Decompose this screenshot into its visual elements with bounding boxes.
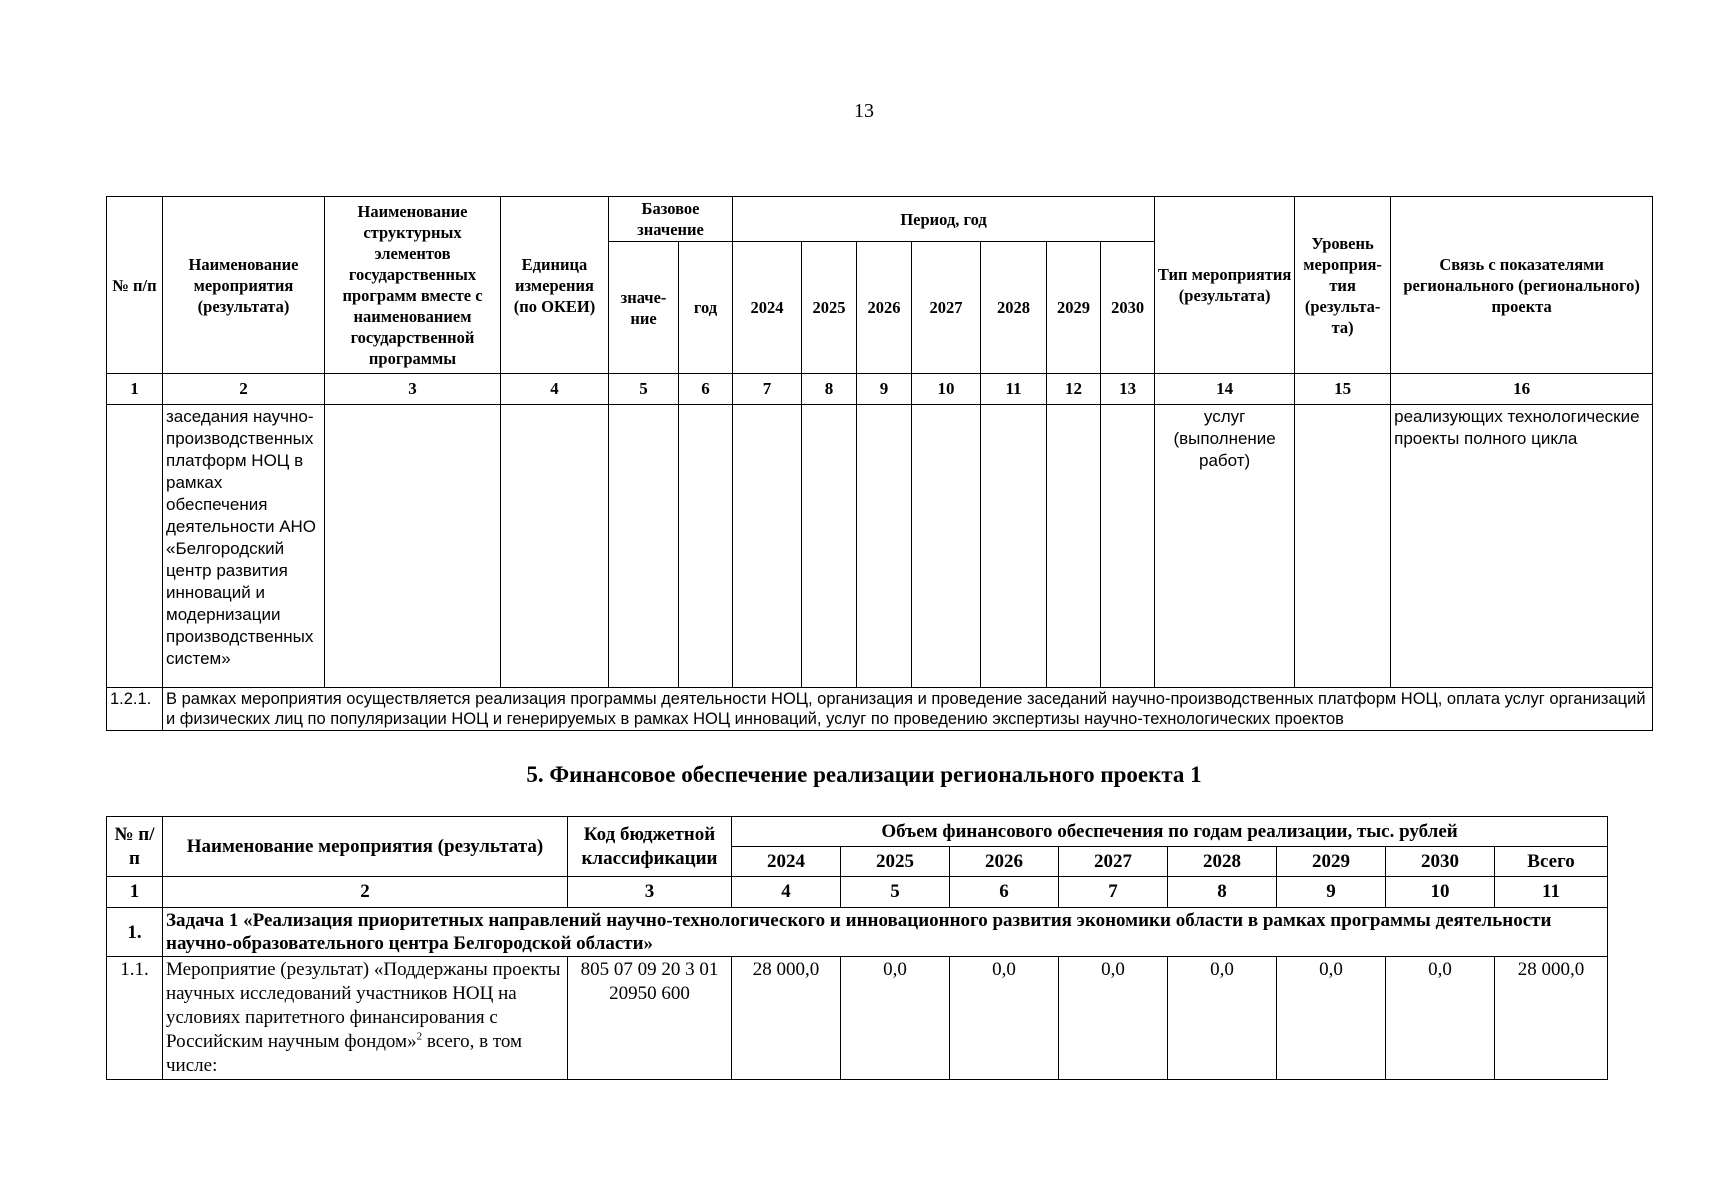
column-number: 2	[163, 877, 568, 908]
cell-empty	[733, 405, 802, 688]
cell-empty	[679, 405, 733, 688]
table-row	[107, 405, 1653, 688]
cell-empty	[501, 405, 609, 688]
column-number: 6	[950, 877, 1059, 908]
total-value: 28 000,0	[1495, 957, 1608, 1080]
header-year: 2025	[802, 242, 857, 374]
header-year: 2024	[733, 242, 802, 374]
year-value: 0,0	[950, 957, 1059, 1080]
task-title: Задача 1 «Реализация приоритетных направлений научно-технологического и инновационного развития экономики области в рамках программы деятельности научно-образовательного центра Белгородской области»	[163, 908, 1608, 957]
header-year: 2028	[1168, 847, 1277, 877]
budget-code: 805 07 09 20 3 01 20950 600	[568, 957, 732, 1080]
header-year: 2026	[857, 242, 912, 374]
cell-empty	[609, 405, 679, 688]
header-code: Код бюджетной классификации	[568, 817, 732, 877]
header-year: 2030	[1386, 847, 1495, 877]
column-number: 10	[1386, 877, 1495, 908]
cell-empty	[981, 405, 1047, 688]
activities-table	[106, 196, 1653, 731]
column-number: 4	[501, 374, 609, 405]
activity-number: 1.1.	[107, 957, 163, 1080]
column-number: 8	[1168, 877, 1277, 908]
column-number: 5	[841, 877, 950, 908]
column-number: 11	[1495, 877, 1608, 908]
header-period: Период, год	[733, 197, 1155, 242]
cell-empty	[857, 405, 912, 688]
header-link: Связь с показателями регионального (регионального) проекта	[1391, 197, 1653, 374]
header-year: 2029	[1277, 847, 1386, 877]
cell-empty	[325, 405, 501, 688]
row-number: 1.2.1.	[107, 688, 163, 731]
header-base-year: год	[679, 242, 733, 374]
column-number: 12	[1047, 374, 1101, 405]
cell-empty	[1295, 405, 1391, 688]
task-number: 1.	[107, 908, 163, 957]
year-value: 28 000,0	[732, 957, 841, 1080]
activity-name-cell	[163, 957, 568, 1080]
activity-name-tail: всего, в том числе:	[166, 1031, 523, 1076]
column-number: 2	[163, 374, 325, 405]
column-number: 9	[857, 374, 912, 405]
header-structural: Наименование структурных элементов государственных программ вместе с наименованием государственной программы	[325, 197, 501, 374]
activity-link-cell: реализующих технологические проекты полного цикла	[1391, 405, 1653, 688]
cell-empty	[107, 405, 163, 688]
header-unit: Единица измерения (по ОКЕИ)	[501, 197, 609, 374]
column-numbers-row	[107, 374, 1653, 405]
column-number: 9	[1277, 877, 1386, 908]
column-number: 3	[325, 374, 501, 405]
header-num: № п/п	[107, 197, 163, 374]
year-value: 0,0	[1277, 957, 1386, 1080]
cell-empty	[1101, 405, 1155, 688]
year-value: 0,0	[841, 957, 950, 1080]
header-year: 2026	[950, 847, 1059, 877]
activity-type-cell: услуг (выполнение работ)	[1155, 405, 1295, 688]
year-value: 0,0	[1386, 957, 1495, 1080]
header-year: 2028	[981, 242, 1047, 374]
financing-table	[106, 816, 1608, 1080]
page-number: 13	[854, 100, 874, 122]
header-year: 2029	[1047, 242, 1101, 374]
header-total: Всего	[1495, 847, 1608, 877]
header-name: Наименование мероприятия (результата)	[163, 817, 568, 877]
column-number: 15	[1295, 374, 1391, 405]
header-year: 2030	[1101, 242, 1155, 374]
column-number: 4	[732, 877, 841, 908]
header-year: 2027	[1059, 847, 1168, 877]
header-num: № п/п	[107, 817, 163, 877]
activity-description: В рамках мероприятия осуществляется реализация программы деятельности НОЦ, организация и проведение заседаний научно-производственных платформ НОЦ, оплата услуг организаций и физических лиц по популяризации НОЦ и генерируемых в рамках НОЦ инноваций, услуг по проведению экспертизы научно-технологических проектов	[163, 688, 1653, 731]
column-number: 11	[981, 374, 1047, 405]
cell-empty	[912, 405, 981, 688]
section-title: 5. Финансовое обеспечение реализации регионального проекта 1	[526, 762, 1202, 787]
column-number: 7	[733, 374, 802, 405]
header-level: Уровень мероприя-тия (результа-та)	[1295, 197, 1391, 374]
year-value: 0,0	[1168, 957, 1277, 1080]
column-number: 8	[802, 374, 857, 405]
header-year: 2024	[732, 847, 841, 877]
column-numbers-row	[107, 877, 1608, 908]
column-number: 6	[679, 374, 733, 405]
column-number: 13	[1101, 374, 1155, 405]
header-type: Тип мероприятия (результата)	[1155, 197, 1295, 374]
year-value: 0,0	[1059, 957, 1168, 1080]
column-number: 16	[1391, 374, 1653, 405]
footnote-marker: 2	[416, 1030, 423, 1043]
cell-empty	[1047, 405, 1101, 688]
header-volume: Объем финансового обеспечения по годам реализации, тыс. рублей	[732, 817, 1608, 847]
column-number: 7	[1059, 877, 1168, 908]
column-number: 3	[568, 877, 732, 908]
activity-name-cell: заседания научно-производственных платформ НОЦ в рамках обеспечения деятельности АНО «Белгородский центр развития инноваций и модернизации производственных систем»	[163, 405, 325, 688]
column-number: 5	[609, 374, 679, 405]
column-number: 10	[912, 374, 981, 405]
table-row	[107, 957, 1608, 1080]
header-base-value: значе-ние	[609, 242, 679, 374]
column-number: 1	[107, 374, 163, 405]
column-number: 1	[107, 877, 163, 908]
header-year: 2025	[841, 847, 950, 877]
activity-name: Мероприятие (результат) «Поддержаны проекты научных исследований участников НОЦ на условиях паритетного финансирования с Российским научным фондом»	[166, 959, 561, 1052]
header-base: Базовое значение	[609, 197, 733, 242]
table-row	[107, 688, 1653, 731]
table-row	[107, 908, 1608, 957]
column-number: 14	[1155, 374, 1295, 405]
header-name: Наименование мероприятия (результата)	[163, 197, 325, 374]
header-year: 2027	[912, 242, 981, 374]
cell-empty	[802, 405, 857, 688]
